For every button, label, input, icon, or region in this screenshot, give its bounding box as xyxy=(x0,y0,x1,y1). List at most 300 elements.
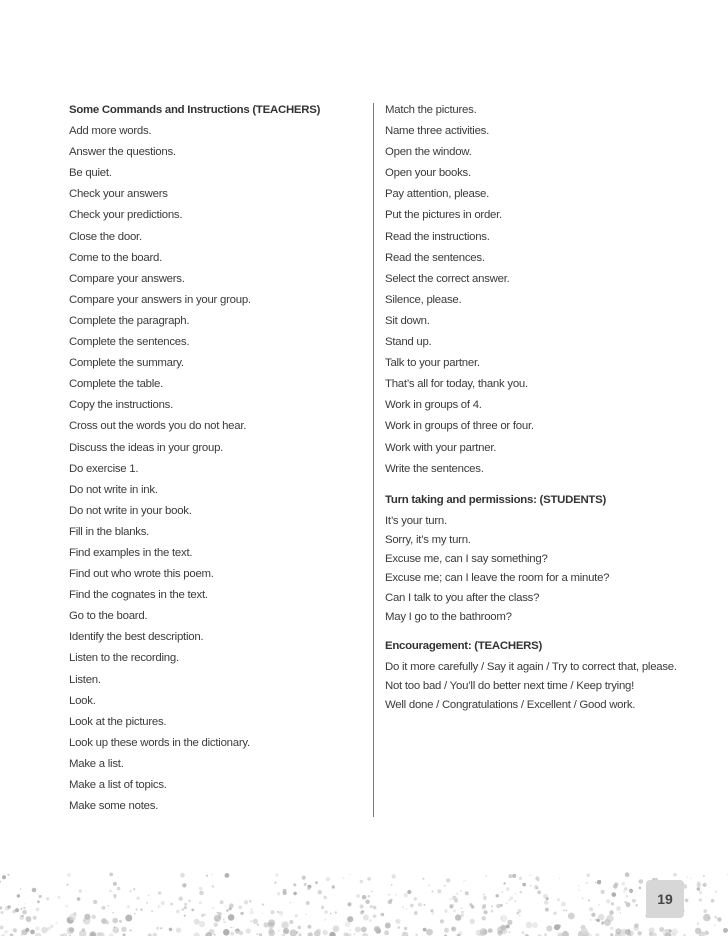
splatter-dot xyxy=(449,904,453,908)
splatter-dot xyxy=(158,891,161,894)
splatter-dot xyxy=(537,890,541,894)
splatter-dot xyxy=(277,892,280,895)
splatter-dot xyxy=(160,927,162,929)
encouragement-list xyxy=(385,660,677,718)
list-item: Not too bad / You’ll do better next time / Keep trying! xyxy=(385,680,635,693)
splatter-dot xyxy=(277,911,279,913)
splatter-dot xyxy=(50,925,54,929)
splatter-dot xyxy=(333,925,340,932)
splatter-dot xyxy=(506,902,508,904)
splatter-dot xyxy=(706,934,707,935)
section-heading-encouragement: Encouragement: (TEACHERS) xyxy=(385,639,543,652)
list-item: Check your answers xyxy=(69,188,168,201)
splatter-dot xyxy=(184,915,186,917)
splatter-dot xyxy=(193,932,199,936)
list-item: Write the sentences. xyxy=(385,462,484,475)
list-item: Work in groups of 4. xyxy=(385,399,482,412)
splatter-dot xyxy=(344,932,349,936)
splatter-dot xyxy=(664,929,666,931)
splatter-dot xyxy=(649,927,655,933)
splatter-dot xyxy=(482,930,487,935)
splatter-dot xyxy=(599,880,601,882)
splatter-dot xyxy=(469,903,472,906)
splatter-dot xyxy=(385,923,391,929)
splatter-dot xyxy=(32,888,37,893)
splatter-dot xyxy=(659,927,664,932)
splatter-dot xyxy=(707,917,710,920)
splatter-dot xyxy=(703,883,707,887)
splatter-dot xyxy=(563,909,565,911)
splatter-dot xyxy=(233,927,234,928)
splatter-dot xyxy=(57,896,60,899)
splatter-dot xyxy=(37,900,40,903)
splatter-dot xyxy=(151,911,152,912)
splatter-dot xyxy=(79,889,83,893)
left-column xyxy=(69,103,320,820)
list-item: Discuss the ideas in your group. xyxy=(69,441,224,454)
splatter-dot xyxy=(13,928,17,932)
splatter-dot xyxy=(230,932,234,936)
splatter-dot xyxy=(424,904,426,906)
splatter-dot xyxy=(330,913,332,915)
splatter-dot xyxy=(611,902,614,905)
splatter-dot xyxy=(554,924,560,930)
splatter-dot xyxy=(212,885,215,888)
splatter-dot xyxy=(33,916,37,920)
splatter-dot xyxy=(672,928,679,935)
splatter-dot xyxy=(121,927,126,932)
splatter-dot xyxy=(256,933,258,935)
splatter-dot xyxy=(180,873,185,878)
list-item: Well done / Congratulations / Excellent / Good work. xyxy=(385,699,636,712)
splatter-dot xyxy=(184,903,187,906)
splatter-dot xyxy=(22,910,27,915)
splatter-dot xyxy=(396,919,401,924)
splatter-dot xyxy=(543,894,548,899)
splatter-dot xyxy=(697,923,699,925)
list-item: Look. xyxy=(69,694,96,707)
splatter-dot xyxy=(157,905,160,908)
list-item: Come to the board. xyxy=(69,251,163,264)
splatter-dot xyxy=(482,916,486,920)
splatter-dot xyxy=(244,900,248,904)
splatter-dot xyxy=(463,881,464,882)
splatter-dot xyxy=(484,910,488,914)
splatter-dot xyxy=(404,927,407,930)
splatter-dot xyxy=(545,908,549,912)
splatter-dot xyxy=(423,928,427,932)
splatter-dot xyxy=(2,875,6,879)
list-item: Answer the questions. xyxy=(69,146,176,159)
splatter-dot xyxy=(66,884,68,886)
splatter-dot xyxy=(723,928,728,933)
splatter-dot xyxy=(127,905,130,908)
splatter-dot xyxy=(93,900,97,904)
list-item: Look up these words in the dictionary. xyxy=(69,736,250,749)
splatter-dot xyxy=(228,914,235,921)
splatter-dot xyxy=(297,926,301,930)
splatter-dot xyxy=(446,878,450,882)
splatter-dot xyxy=(562,931,569,936)
splatter-dot xyxy=(470,919,475,924)
splatter-dot xyxy=(109,890,112,893)
splatter-dot xyxy=(406,908,407,909)
splatter-dot xyxy=(488,928,493,933)
splatter-dot xyxy=(324,919,326,921)
splatter-dot xyxy=(204,914,206,916)
splatter-dot xyxy=(373,914,377,918)
splatter-dot xyxy=(444,909,448,913)
splatter-dot xyxy=(194,919,200,925)
splatter-dot xyxy=(454,899,458,903)
splatter-dot xyxy=(23,907,25,909)
list-item: Pay attention, please. xyxy=(385,188,490,201)
list-item: Select the correct answer. xyxy=(385,272,510,285)
list-item: Go to the board. xyxy=(69,610,148,623)
splatter-dot xyxy=(67,873,71,877)
list-item: Open the window. xyxy=(385,146,472,159)
list-item: It’s your turn. xyxy=(385,514,447,527)
splatter-dot xyxy=(199,902,202,905)
splatter-dot xyxy=(133,888,135,890)
splatter-dot xyxy=(38,895,41,898)
splatter-dot xyxy=(182,908,184,910)
splatter-dot xyxy=(371,891,373,893)
splatter-dot xyxy=(502,891,504,893)
splatter-dot xyxy=(390,899,393,902)
splatter-dot xyxy=(609,910,614,915)
splatter-dot xyxy=(112,918,118,924)
splatter-dot xyxy=(283,928,289,934)
list-item: Complete the paragraph. xyxy=(69,314,190,327)
list-item: Sit down. xyxy=(385,314,430,327)
splatter-dot xyxy=(418,903,422,907)
list-item: Compare your answers. xyxy=(69,272,185,285)
splatter-dot xyxy=(669,930,672,933)
splatter-dot xyxy=(455,914,461,920)
splatter-dot xyxy=(431,891,433,893)
splatter-dot xyxy=(426,929,433,936)
splatter-dot xyxy=(125,915,132,922)
splatter-dot xyxy=(578,885,580,887)
splatter-dot xyxy=(635,904,638,907)
splatter-dot xyxy=(332,885,335,888)
splatter-dot xyxy=(130,930,132,932)
splatter-dot xyxy=(485,875,487,877)
splatter-dot xyxy=(92,915,96,919)
splatter-dot xyxy=(460,890,462,892)
splatter-dot xyxy=(35,926,39,930)
splatter-dot xyxy=(374,926,380,932)
splatter-dot xyxy=(566,910,568,912)
splatter-dot xyxy=(250,910,254,914)
splatter-dot xyxy=(687,876,688,877)
splatter-dot xyxy=(430,909,433,912)
list-item: That’s all for today, thank you. xyxy=(385,378,528,391)
splatter-dot xyxy=(199,891,204,896)
splatter-dot xyxy=(428,885,429,886)
splatter-dot xyxy=(568,913,575,920)
splatter-dot xyxy=(456,893,458,895)
splatter-dot xyxy=(590,919,591,920)
splatter-dot xyxy=(365,900,370,905)
splatter-dot xyxy=(598,914,605,921)
splatter-dot xyxy=(156,927,159,930)
splatter-dot xyxy=(26,917,31,922)
splatter-dot xyxy=(30,930,35,935)
splatter-dot xyxy=(465,891,469,895)
list-item: Complete the sentences. xyxy=(69,336,190,349)
list-item: Match the pictures. xyxy=(385,104,477,116)
splatter-dot xyxy=(182,883,186,887)
splatter-dot xyxy=(703,875,705,877)
list-item: Be quiet. xyxy=(69,167,112,180)
splatter-dot xyxy=(625,872,630,877)
splatter-dot xyxy=(452,927,455,930)
splatter-dot xyxy=(588,900,590,902)
splatter-dot xyxy=(281,921,289,929)
list-item: Work in groups of three or four. xyxy=(385,420,534,433)
splatter-dot xyxy=(293,883,296,886)
splatter-dot xyxy=(629,890,631,892)
splatter-dot xyxy=(440,919,444,923)
splatter-dot xyxy=(114,926,116,928)
splatter-dot xyxy=(497,931,502,936)
splatter-dot xyxy=(453,904,454,905)
splatter-dot xyxy=(67,927,74,934)
splatter-dot xyxy=(362,910,365,913)
splatter-dot xyxy=(349,874,350,875)
splatter-dot xyxy=(519,915,520,916)
splatter-dot xyxy=(184,906,187,909)
list-item: Listen. xyxy=(69,673,101,686)
splatter-dot xyxy=(188,900,191,903)
splatter-dot xyxy=(308,932,313,936)
splatter-dot xyxy=(581,928,588,935)
splatter-dot xyxy=(253,919,258,924)
list-item: Read the instructions. xyxy=(385,230,490,243)
splatter-dot xyxy=(356,894,360,898)
list-item: Read the sentences. xyxy=(385,251,485,264)
splatter-dot xyxy=(363,914,369,920)
splatter-dot xyxy=(268,919,275,926)
splatter-dot xyxy=(606,899,610,903)
splatter-dot xyxy=(715,891,717,893)
splatter-dot xyxy=(519,877,522,880)
splatter-dot xyxy=(83,917,91,925)
splatter-dot xyxy=(20,908,22,910)
splatter-dot xyxy=(634,923,639,928)
splatter-dot xyxy=(101,906,105,910)
page-number: 19 xyxy=(646,880,684,918)
splatter-dot xyxy=(7,905,10,908)
splatter-dot xyxy=(639,879,644,884)
splatter-dot xyxy=(536,887,538,889)
list-item: Fill in the blanks. xyxy=(69,525,150,538)
list-item: Make a list of topics. xyxy=(69,779,167,791)
list-item: Do exercise 1. xyxy=(69,462,139,475)
splatter-dot xyxy=(506,887,510,891)
splatter-dot xyxy=(347,902,351,906)
splatter-dot xyxy=(113,882,117,886)
list-item: Find the cognates in the text. xyxy=(69,589,208,602)
splatter-dot xyxy=(0,926,4,930)
splatter-dot xyxy=(461,914,464,917)
list-item: Copy the instructions. xyxy=(69,399,174,412)
splatter-dot xyxy=(453,909,456,912)
splatter-dot xyxy=(7,874,9,876)
splatter-dot xyxy=(323,930,328,935)
splatter-dot xyxy=(112,912,114,914)
list-item: Do not write in ink. xyxy=(69,483,158,496)
splatter-dot xyxy=(20,888,22,890)
splatter-dot xyxy=(355,927,361,933)
splatter-dot xyxy=(238,905,242,909)
splatter-dot xyxy=(362,895,367,900)
splatter-dot xyxy=(530,875,532,877)
splatter-dot xyxy=(235,931,238,934)
splatter-dot xyxy=(518,909,522,913)
command-list-right xyxy=(385,103,677,483)
splatter-dot xyxy=(367,877,371,881)
splatter-dot xyxy=(392,874,396,878)
splatter-dot xyxy=(507,920,512,925)
list-item: Find out who wrote this poem. xyxy=(69,568,214,581)
list-item: Talk to your partner. xyxy=(385,357,480,370)
splatter-dot xyxy=(579,889,580,890)
list-item: May I go to the bathroom? xyxy=(385,610,512,623)
splatter-dot xyxy=(24,903,25,904)
splatter-dot xyxy=(491,910,494,913)
splatter-dot xyxy=(632,899,636,903)
splatter-dot xyxy=(117,887,121,891)
splatter-dot xyxy=(703,909,707,913)
splatter-dot xyxy=(289,920,293,924)
splatter-dot xyxy=(199,921,205,927)
splatter-dot xyxy=(373,906,377,910)
splatter-dot xyxy=(557,898,560,901)
list-item: Do it more carefully / Say it again / Try to correct that, please. xyxy=(385,661,677,673)
splatter-dot xyxy=(306,901,310,905)
splatter-dot xyxy=(595,882,596,883)
splatter-dot xyxy=(388,894,390,896)
list-item: Cross out the words you do not hear. xyxy=(69,420,247,433)
splatter-dot xyxy=(402,932,409,936)
splatter-dot xyxy=(384,930,389,935)
splatter-dot xyxy=(422,878,424,880)
splatter-dot xyxy=(223,919,224,920)
splatter-dot xyxy=(199,887,202,890)
splatter-dot xyxy=(549,926,551,928)
splatter-dot xyxy=(449,898,451,900)
splatter-dot xyxy=(637,931,641,935)
splatter-dot xyxy=(223,921,225,923)
splatter-dot xyxy=(140,908,143,911)
splatter-dot xyxy=(532,922,538,928)
splatter-dot xyxy=(21,915,23,917)
splatter-dot xyxy=(347,916,353,922)
splatter-dot xyxy=(501,917,503,919)
splatter-dot xyxy=(508,874,512,878)
splatter-dot xyxy=(101,918,107,924)
splatter-dot xyxy=(25,928,29,932)
splatter-dot xyxy=(714,916,717,919)
splatter-dot xyxy=(113,927,120,934)
splatter-dot xyxy=(714,924,716,926)
splatter-dot xyxy=(695,928,701,934)
splatter-dot xyxy=(240,912,243,915)
command-list-left xyxy=(69,124,320,820)
splatter-dot xyxy=(226,909,229,912)
list-item: Can I talk to you after the class? xyxy=(385,591,540,604)
list-item: Check your predictions. xyxy=(69,209,183,222)
splatter-dot xyxy=(176,928,181,933)
splatter-dot xyxy=(613,884,618,889)
splatter-dot xyxy=(515,900,516,901)
column-divider xyxy=(373,103,374,817)
splatter-dot xyxy=(625,901,627,903)
splatter-dot xyxy=(263,922,268,927)
splatter-dot xyxy=(169,928,173,932)
splatter-dot xyxy=(482,906,486,910)
splatter-dot xyxy=(598,904,600,906)
splatter-dot xyxy=(293,892,297,896)
splatter-dot xyxy=(537,879,539,881)
splatter-dot xyxy=(0,881,1,883)
splatter-dot xyxy=(12,910,16,914)
splatter-dot xyxy=(380,913,382,915)
list-item: Complete the summary. xyxy=(69,357,184,370)
splatter-dot xyxy=(113,894,116,897)
splatter-dot xyxy=(476,930,482,936)
list-item: Identify the best description. xyxy=(69,631,204,644)
list-item: Excuse me, can I say something? xyxy=(385,553,548,566)
splatter-dot xyxy=(283,889,287,893)
splatter-dot xyxy=(606,915,613,922)
splatter-dot xyxy=(201,914,204,917)
list-item: Add more words. xyxy=(69,125,152,138)
splatter-dot xyxy=(230,927,232,929)
splatter-dot xyxy=(626,902,631,907)
splatter-dot xyxy=(79,930,86,936)
splatter-dot xyxy=(278,930,280,932)
splatter-dot xyxy=(591,913,595,917)
splatter-dot xyxy=(360,904,364,908)
splatter-dot xyxy=(368,895,371,898)
splatter-dot xyxy=(601,890,605,894)
splatter-dot xyxy=(246,928,251,933)
splatter-dot xyxy=(587,874,590,877)
splatter-dot xyxy=(391,884,393,886)
splatter-dot xyxy=(290,902,292,904)
splatter-dot xyxy=(41,927,47,933)
splatter-dot xyxy=(520,891,522,893)
splatter-dot xyxy=(699,898,702,901)
splatter-dot xyxy=(304,883,307,886)
splatter-dot xyxy=(46,897,50,901)
list-item: Compare your answers in your group. xyxy=(69,293,251,306)
list-item: Complete the table. xyxy=(69,378,164,391)
splatter-dot xyxy=(129,890,132,893)
splatter-dot xyxy=(349,929,351,931)
splatter-dot xyxy=(404,893,409,898)
splatter-dot xyxy=(444,928,449,933)
splatter-dot xyxy=(621,882,625,886)
splatter-dot xyxy=(491,905,493,907)
splatter-dot xyxy=(229,903,234,908)
splatter-dot xyxy=(370,905,373,908)
splatter-dot xyxy=(170,903,173,906)
